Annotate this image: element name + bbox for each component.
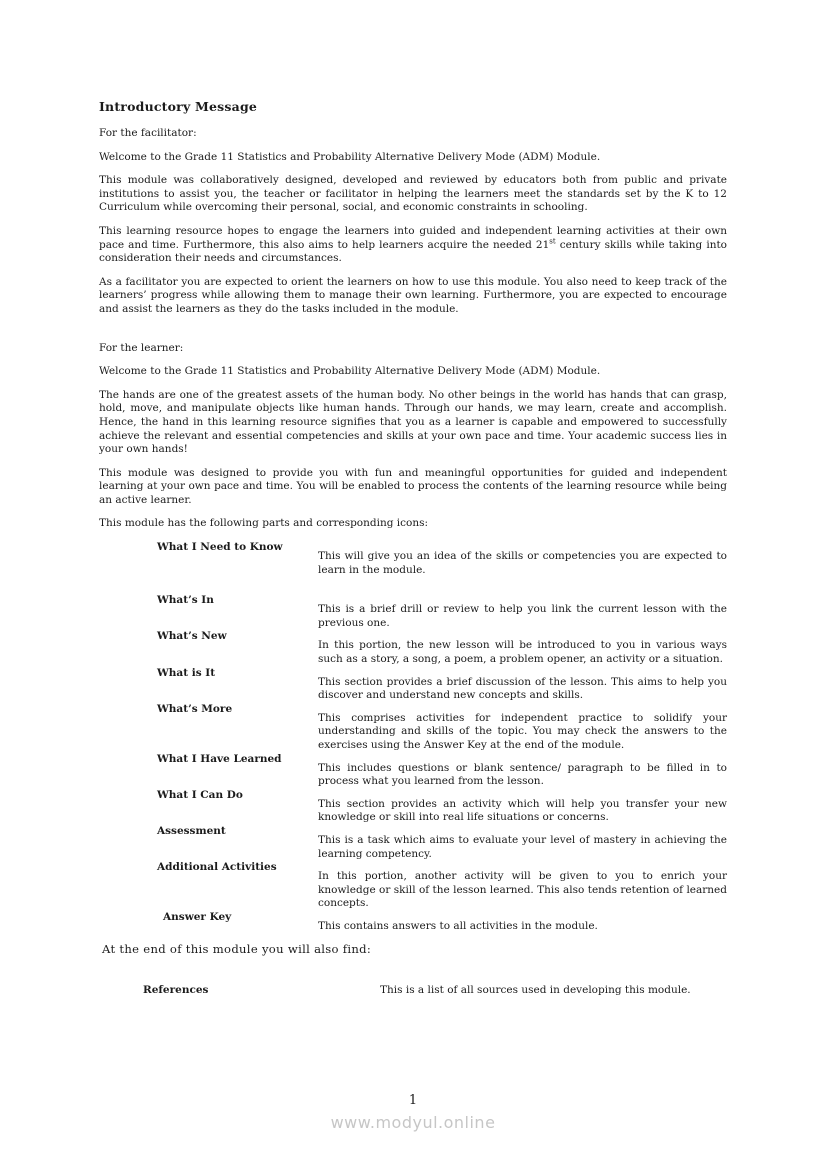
learner-paragraph-1: The hands are one of the greatest assets of the human body. No other beings in the world has hands that can grasp, hold, move, and manipulate objects like human hands. Through our hands, we may learn, create and accomplish. Hence, the hand in this learning resource signifies that you as a learner is capable and empowered to successfully achieve the relevant and essential competencies and skills at your own pace and time. Your academic success lies in your own hands! [99,388,727,456]
part-description: This includes questions or blank sentence/ paragraph to be filled in to process what you learned from the lesson. [318,761,727,788]
facilitator-paragraph-2-post: century skills while taking into consideration their needs and circumstances. [99,238,727,265]
references-row [143,984,727,998]
table-row [157,911,727,934]
part-description: This section provides a brief discussion of the lesson. This aims to help you discover and understand new concepts and skills. [318,675,727,702]
part-description: This section provides an activity which will help you transfer your new knowledge or skill into real life situations or concerns. [318,797,727,824]
table-row [157,703,727,753]
references-description: This is a list of all sources used in developing this module. [380,983,691,996]
part-label-what-i-can-do: What I Can Do [157,788,243,801]
table-row [157,667,727,703]
learner-welcome-text: Welcome to the Grade 11 Statistics and Probability Alternative Delivery Mode (ADM) Module. [99,365,601,378]
end-note-text: At the end of this module you will also find: [102,941,372,956]
part-description: This will give you an idea of the skills or competencies you are expected to learn in the module. [318,550,727,576]
document-page [99,99,727,997]
parts-intro-text: This module has the following parts and corresponding icons: [99,517,429,530]
table-row [157,594,727,630]
part-label-what-i-have-learned: What I Have Learned [157,752,282,765]
table-row [157,825,727,861]
part-label-answer-key: Answer Key [163,910,232,923]
facilitator-section-label: For the facilitator: [99,127,197,139]
facilitator-paragraph-3: As a facilitator you are expected to orient the learners on how to use this module. You also need to keep track of the learners’ progress while allowing them to manage their own learning. Furthermore, you are expected to encourage and assist the learners as they do the tasks included in the module. [99,275,727,315]
part-label-whats-more: What’s More [157,702,233,715]
part-description: This contains answers to all activities in the module. [318,919,598,932]
part-label-whats-in: What’s In [157,594,214,607]
part-label-assessment: Assessment [157,824,226,837]
page-number: 1 [408,1093,418,1108]
references-label: References [143,983,209,996]
table-row [157,630,727,666]
facilitator-paragraph-2 [99,225,727,266]
facilitator-paragraph-2-pre: This learning resource hopes to engage the learners into guided and independent learning activities at their own pace and time. Furthermore, this also aims to help learners acquire the needed 21 [99,224,727,251]
page-title: Introductory Message [99,99,258,114]
superscript-st: st [549,237,556,246]
part-label-what-i-need-to-know: What I Need to Know [157,541,283,554]
facilitator-paragraph-1: This module was collaboratively designed, developed and reviewed by educators both from public and private institutions to assist you, the teacher or facilitator in helping the learners meet the standards set by the K to 12 Curriculum while overcoming their personal, social, and economic constraints in schooling. [99,174,727,214]
table-row [157,541,727,577]
part-label-whats-new: What’s New [157,630,227,643]
part-description: In this portion, another activity will be given to you to enrich your knowledge or skill of the lesson learned. This also tends retention of learned concepts. [318,870,727,910]
watermark-text: www.modyul.online [330,1113,496,1132]
part-label-what-is-it: What is It [157,666,216,679]
part-description: This comprises activities for independent practice to solidify your understanding and skills of the topic. You may check the answers to the exercises using the Answer Key at the end of the module. [318,711,727,751]
part-description: This is a brief drill or review to help you link the current lesson with the previous one. [318,603,727,629]
module-parts-table [157,541,727,933]
table-row [157,861,727,911]
table-row [157,789,727,825]
part-description: This is a task which aims to evaluate your level of mastery in achieving the learning competency. [318,833,727,860]
part-description: In this portion, the new lesson will be introduced to you in various ways such as a story, a song, a poem, a problem opener, an activity or a situation. [318,639,727,666]
part-label-additional-activities: Additional Activities [157,861,277,874]
learner-paragraph-2: This module was designed to provide you with fun and meaningful opportunities for guided and independent learning at your own pace and time. You will be enabled to process the contents of the learning resource while being an active learner. [99,466,727,506]
facilitator-welcome-text: Welcome to the Grade 11 Statistics and Probability Alternative Delivery Mode (ADM) Module. [99,150,601,163]
table-row [157,753,727,789]
learner-section-label: For the learner: [99,341,184,354]
